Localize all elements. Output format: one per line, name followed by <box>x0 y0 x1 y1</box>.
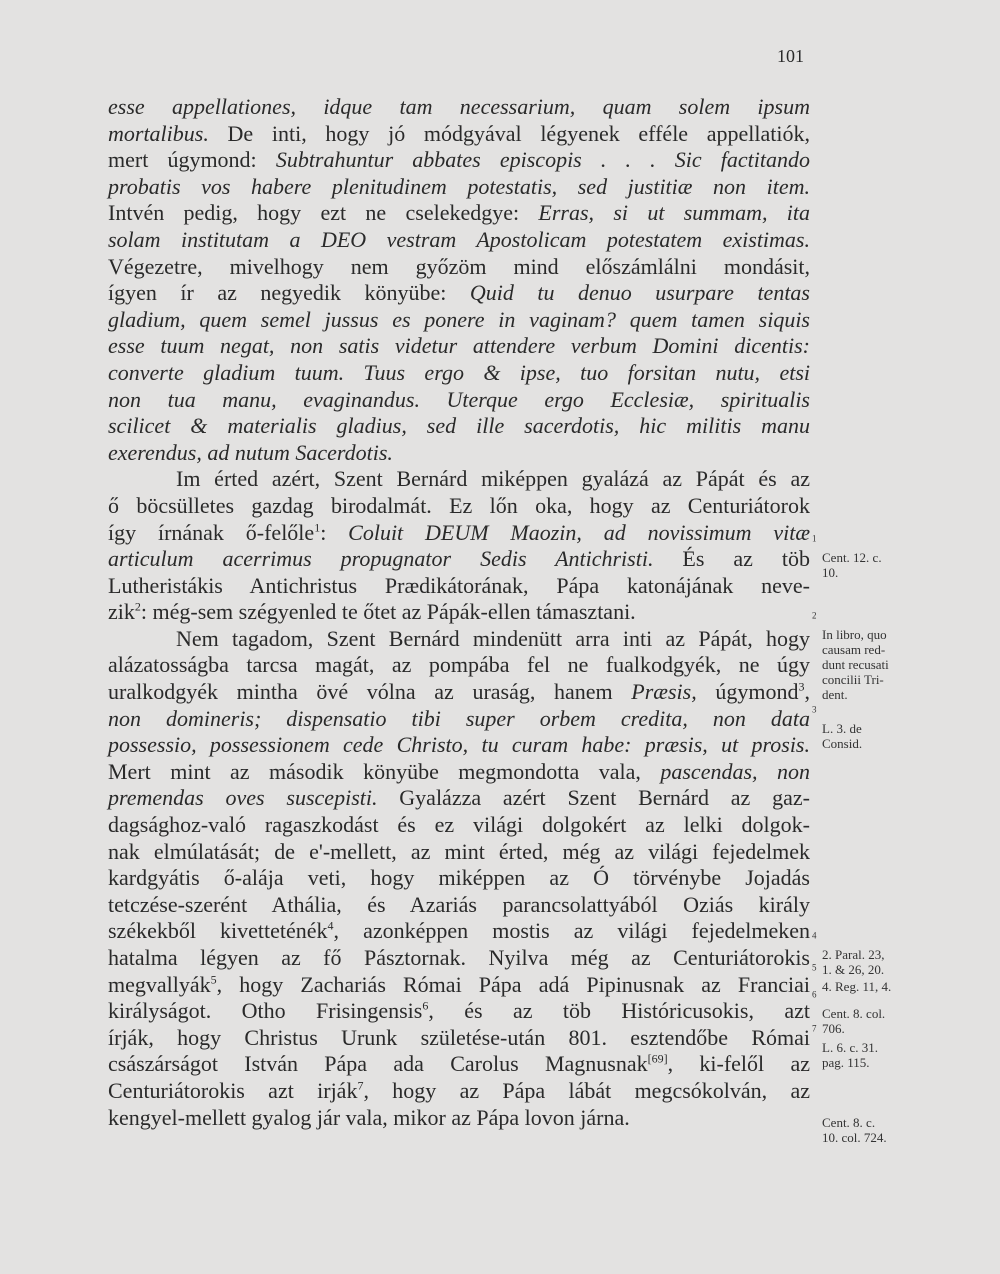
page-number: 101 <box>777 46 804 66</box>
text-line <box>108 1025 810 1052</box>
text-segment: kardgyátis ő-alája veti, hogy miképpen az Ó törvénybe Jojadás <box>108 865 810 891</box>
text-line <box>108 1105 810 1132</box>
main-text-block <box>108 94 810 1131</box>
text-line <box>108 626 810 653</box>
text-line <box>108 200 810 227</box>
text-line <box>108 360 810 387</box>
margin-note-line: 10. col. 724. <box>822 1130 887 1145</box>
margin-note <box>812 964 891 994</box>
text-segment: Im érted azért, Szent Bernárd miképpen gyalázá az Pápát és az <box>176 466 810 492</box>
margin-note-number: 3 <box>812 704 817 715</box>
margin-note-line: pag. 115. <box>822 1055 870 1070</box>
text-segment: Subtrahuntur abbates episcopis . . . Sic factitando <box>275 147 810 173</box>
text-segment: uralkodgyék mintha övé vólna az uraság, hanem <box>108 679 632 705</box>
text-segment: alázatosságba tarcsa magát, az pompába fel ne fualkodgyék, ne úgy <box>108 652 810 678</box>
text-line <box>108 865 810 892</box>
margin-note-line: 10. <box>822 565 839 580</box>
text-segment: non tua manu, evaginandus. Uterque ergo Ecclesiæ, spiritualis <box>108 386 810 412</box>
text-line <box>108 174 810 201</box>
text-line <box>108 759 810 786</box>
margin-note-line: L. 3. de <box>822 721 862 736</box>
margin-note <box>812 706 862 751</box>
text-line <box>108 599 810 626</box>
text-segment: esse tuum negat, non satis videtur attendere verbum Domini dicentis: <box>108 333 810 359</box>
text-line <box>108 546 810 573</box>
footnote-ref: 5 <box>210 972 217 987</box>
text-segment: így írnának ő-felőle <box>108 519 315 545</box>
text-segment: , ki-felől az <box>667 1051 810 1077</box>
margin-note-line: Cent. 8. col. <box>822 1006 886 1021</box>
text-segment: gladium, quem semel jussus es ponere in vaginam? quem tamen siquis <box>108 306 810 332</box>
text-segment: Quid tu denuo usurpare tentas <box>469 280 810 306</box>
text-line <box>108 679 810 706</box>
margin-note <box>812 1115 887 1145</box>
text-segment: királyságot. Otho Frisingensis <box>108 998 423 1024</box>
text-segment: pascendas, non <box>660 758 810 784</box>
text-segment: possessio, possessionem cede Christo, tu curam habe: præsis, ut prosis. <box>108 732 810 758</box>
text-segment: Nem tagadom, Szent Bernárd mindenütt arra inti az Pápát, hogy <box>176 625 810 651</box>
text-line <box>108 333 810 360</box>
text-line <box>108 147 810 174</box>
text-line <box>108 466 810 493</box>
text-line <box>108 732 810 759</box>
margin-note-line: causam red- <box>822 642 886 657</box>
text-line <box>108 839 810 866</box>
text-line <box>108 706 810 733</box>
text-line <box>108 254 810 281</box>
text-line <box>108 573 810 600</box>
text-segment: Centuriátorokis azt irják <box>108 1077 358 1103</box>
text-segment: Præsis, <box>631 679 697 705</box>
margin-note-line: Consid. <box>822 736 863 751</box>
footnote-ref: 2 <box>134 599 141 614</box>
margin-note-number: 5 <box>812 962 817 973</box>
text-segment: ígyen ír az negyedik könyübe: <box>108 280 470 306</box>
text-segment: non domineris; dispensatio tibi super orbem credita, non data <box>108 705 810 731</box>
text-segment: esse appellationes, idque tam necessarium, quam solem ipsum <box>108 94 810 119</box>
text-segment: dagsághoz-való ragaszkodást és ez világi dolgokért az lelki dolgok- <box>108 812 810 838</box>
text-line <box>108 227 810 254</box>
text-line <box>108 652 810 679</box>
text-line <box>108 121 810 148</box>
text-segment: kengyel-mellett gyalog jár vala, mikor az Pápa lovon járna. <box>108 1104 630 1130</box>
margin-note-line: dent. <box>822 687 848 702</box>
text-line <box>108 520 810 547</box>
text-segment: mert úgymond: <box>108 147 276 173</box>
text-segment: exerendus, ad nutum Sacerdotis. <box>108 439 393 465</box>
text-segment: mortalibus. <box>108 120 209 146</box>
margin-note-line: In libro, quo <box>822 627 887 642</box>
margin-note-line: dunt recusati <box>822 657 889 672</box>
text-segment: Coluit DEUM Maozin, ad novissimum vitæ <box>348 519 810 545</box>
text-segment: Erras, si ut summam, ita <box>538 200 810 226</box>
footnote-ref: 7 <box>357 1078 364 1093</box>
footnote-ref: 3 <box>798 679 805 694</box>
text-segment: székekből kivetteténék <box>108 918 328 944</box>
text-segment: premendas oves suscepisti. <box>108 785 378 811</box>
text-line <box>108 1051 810 1078</box>
footnote-ref: 1 <box>314 520 321 535</box>
text-segment: : <box>320 519 349 545</box>
text-line <box>108 307 810 334</box>
text-segment: megvallyák <box>108 971 211 997</box>
footnote-ref: 4 <box>327 919 334 934</box>
text-line <box>108 1078 810 1105</box>
text-segment: : még-sem szégyenled te őtet az Pápák-ellen támasztani. <box>140 599 636 625</box>
margin-note-line: 2. Paral. 23, <box>822 947 885 962</box>
text-line <box>108 493 810 520</box>
margin-note-line: concilii Tri- <box>822 672 884 687</box>
margin-note-line: 4. Reg. 11, 4. <box>822 979 892 994</box>
margin-note-line: Cent. 8. c. <box>822 1115 876 1130</box>
text-segment: , <box>804 679 810 705</box>
text-segment: tetczése-szerént Athália, és Azariás parancsolattyából Oziás király <box>108 891 810 917</box>
margin-note <box>812 612 889 702</box>
text-segment: scilicet & materialis gladius, sed ille sacerdotis, hic militis manu <box>108 413 810 439</box>
margin-note-line: 706. <box>822 1021 845 1036</box>
text-segment: , azonképpen mostis az világi fejedelmeken <box>333 918 810 944</box>
text-line <box>108 892 810 919</box>
text-segment: converte gladium tuum. Tuus ergo & ipse, tuo forsitan nutu, etsi <box>108 359 810 385</box>
text-segment: császárságot István Pápa ada Carolus Magnusnak <box>108 1051 648 1077</box>
margin-note-number: 6 <box>812 989 817 1000</box>
text-segment: Lutheristákis Antichristus Prædikátorának, Pápa katonájának neve- <box>108 572 810 598</box>
text-segment: hatalma légyen az fő Pásztornak. Nyilva még az Centuriátorokis <box>108 945 810 970</box>
text-line <box>108 785 810 812</box>
margin-note-line: Cent. 12. c. <box>822 550 882 565</box>
text-segment: nak elmúlatását; de e'-mellett, az mint érted, még az világi fejedelmek <box>108 838 810 864</box>
text-segment: , hogy az Pápa lábát megcsókolván, az <box>363 1077 810 1103</box>
text-segment: probatis vos habere plenitudinem potestatis, sed justitiæ non item. <box>108 173 810 199</box>
margin-note <box>812 535 882 580</box>
text-segment: De inti, hogy jó módgyával légyenek efféle appellatiók, <box>208 120 810 146</box>
text-line <box>108 413 810 440</box>
text-segment: articulum acerrimus propugnator Sedis Antichristi. <box>108 546 654 572</box>
text-segment: úgymond <box>696 679 799 705</box>
footnote-ref: [69] <box>647 1052 668 1067</box>
footnote-ref: 6 <box>422 998 429 1013</box>
text-segment: , hogy Zachariás Római Pápa adá Pipinusnak az Franciai <box>216 971 810 997</box>
margin-note-number: 7 <box>812 1023 817 1034</box>
text-line <box>108 812 810 839</box>
margin-note-number: 1 <box>812 533 817 544</box>
text-segment: ő böcsülletes gazdag birodalmát. Ez lőn oka, hogy az Centuriátorok <box>108 492 810 518</box>
text-segment: írják, hogy Christus Urunk születése-után 801. esztendőbe Római <box>108 1024 810 1050</box>
margin-note-line: L. 6. c. 31. <box>822 1040 878 1055</box>
margin-note <box>812 1025 878 1070</box>
text-segment: Végezetre, mivelhogy nem győzöm mind előszámlálni mondásit, <box>108 253 810 279</box>
text-line <box>108 387 810 414</box>
text-line <box>108 972 810 999</box>
text-line <box>108 280 810 307</box>
margin-note-number: 4 <box>812 930 817 941</box>
margin-note-line: 1. & 26, 20. <box>822 962 885 977</box>
text-segment: zik <box>108 599 135 625</box>
text-segment: solam institutam a DEO vestram Apostolicam potestatem existimas. <box>108 226 810 252</box>
text-line <box>108 945 810 972</box>
text-segment: , és az töb Históricusokis, azt <box>428 998 810 1024</box>
text-segment: Mert mint az második könyübe megmondotta vala, <box>108 758 661 784</box>
text-line <box>108 998 810 1025</box>
margin-note-number: 2 <box>812 610 817 621</box>
text-segment: És az töb <box>653 546 810 572</box>
text-line <box>108 918 810 945</box>
text-line <box>108 94 810 121</box>
text-segment: Gyalázza azért Szent Bernárd az gaz- <box>377 785 810 811</box>
text-segment: Intvén pedig, hogy ezt ne cselekedgye: <box>108 200 539 226</box>
text-line <box>108 440 810 467</box>
